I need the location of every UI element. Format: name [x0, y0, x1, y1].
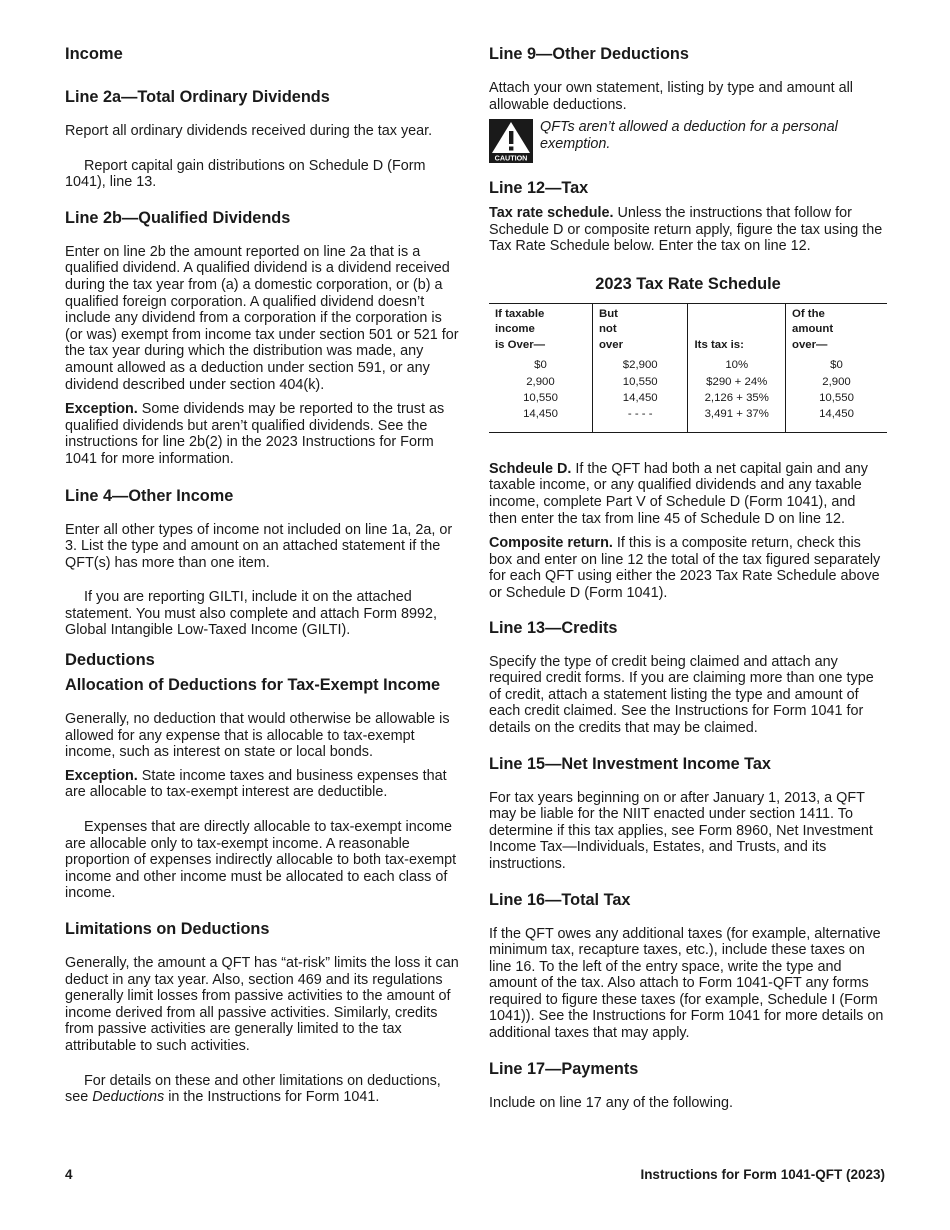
line17-heading: Line 17—Payments — [489, 1059, 639, 1078]
limitations-paragraph-1: Generally, the amount a QFT has “at-risk” limits the loss it can deduct in any tax year. Also, section 469 and its regulations generally limit losses from passive activities to the amount of income derived from all passive activities. Similarly, credits from passive activities are generally limited to the tax attributable to such activities. — [65, 955, 459, 1054]
line12-heading: Line 12—Tax — [489, 179, 589, 198]
table-cell: 14,450 — [523, 408, 558, 421]
table-cell: 14,450 — [592, 390, 688, 406]
schedule-d-label: Schdeule D. — [489, 460, 572, 477]
line2a-heading: Line 2a—Total Ordinary Dividends — [65, 88, 330, 106]
tax-rate-schedule-paragraph — [489, 205, 887, 255]
line16-heading: Line 16—Total Tax — [489, 890, 631, 909]
table-row — [489, 374, 887, 390]
table-cell: 10,550 — [523, 392, 558, 404]
table-cell: 10,550 — [592, 374, 688, 390]
right-column — [489, 44, 887, 1111]
line2b-exception — [65, 401, 463, 467]
exception-text: State income taxes and business expenses that are allocable to tax-exempt interest are deductible. — [65, 767, 447, 801]
tax-table-title: 2023 Tax Rate Schedule — [595, 274, 781, 293]
table-cell: 14,450 — [785, 406, 887, 431]
line2a-paragraph-2: Report capital gain distributions on Schedule D (Form 1041), line 13. — [65, 157, 426, 191]
composite-return-label: Composite return. — [489, 535, 613, 552]
line13-paragraph-1: Specify the type of credit being claimed and attach any required credit forms. If you are claiming more than one type of credit, attach a statement listing the type and amount of each credit claimed. See the Instructions for Form 1041 for details on the credits that may be claimed. — [489, 653, 874, 736]
line16-paragraph-1: If the QFT owes any additional taxes (for example, alternative minimum tax, recapture taxes, etc.), include these taxes on line 16. To the left of the entry space, write the type and amount of the tax. Also attach to Form 1041-QFT any forms required to figure these taxes (for example, Schedule I (Form 1041)). See the Instructions for Form 1041 for more details on additional taxes that may apply. — [489, 925, 884, 1042]
deductions-heading: Deductions — [65, 651, 155, 670]
schedule-d-text: If the QFT had both a net capital gain and any taxable income, or any qualified dividends and any taxable income, complete Part V of Schedule D (Form 1041), and then enter the tax from line 45 of Schedule D on line 12. — [489, 460, 868, 527]
table-cell: $2,900 — [592, 357, 688, 373]
header-its-tax-is: Its tax is: — [688, 304, 786, 357]
table-cell: $0 — [785, 357, 887, 373]
tax-rate-schedule-text: Unless the instructions that follow for Schedule D or composite return apply, figure the tax using the Tax Rate Schedule below. Enter the tax on line 12. — [489, 205, 883, 255]
line15-paragraph-1: For tax years beginning on or after January 1, 2013, a QFT may be liable for the NIIT enacted under section 1411. To determine if this tax applies, see Form 8960, Net Investment Income Tax—Individuals, Estates, and Trusts, and its instructions. — [489, 789, 873, 872]
header-of-amount-over: Of the amount over— — [785, 304, 887, 357]
caution-text: QFTs aren’t allowed a deduction for a personal exemption. — [540, 119, 838, 152]
schedule-d-paragraph — [489, 461, 887, 527]
table-cell: 10% — [688, 357, 786, 373]
allocation-exception — [65, 768, 463, 801]
header-but-not-over: But not over — [592, 304, 688, 357]
line2b-heading: Line 2b—Qualified Dividends — [65, 208, 291, 227]
table-row — [489, 390, 887, 406]
caution-note — [489, 119, 887, 163]
composite-return-paragraph — [489, 535, 887, 601]
line9-paragraph-1: Attach your own statement, listing by type and amount all allowable deductions. — [489, 80, 853, 113]
limitations-paragraph-2 — [65, 1073, 463, 1106]
limitations-text-italic: Deductions — [92, 1089, 165, 1106]
line17-paragraph-1: Include on line 17 any of the following. — [489, 1094, 734, 1111]
tax-table-header-row — [489, 304, 887, 357]
table-cell: $0 — [534, 359, 547, 372]
line15-heading: Line 15—Net Investment Income Tax — [489, 754, 771, 773]
income-heading: Income — [65, 45, 123, 63]
table-cell: 3,491 + 37% — [688, 406, 786, 431]
line13-heading: Line 13—Credits — [489, 618, 618, 637]
limitations-text-b: in the Instructions for Form 1041. — [164, 1089, 380, 1106]
header-income-over: If taxable income is Over— — [495, 307, 546, 351]
left-column — [65, 44, 463, 1106]
exception-label: Exception. — [65, 401, 138, 418]
line2a-paragraph-1: Report all ordinary dividends received during the tax year. — [65, 123, 433, 139]
table-cell: 2,126 + 35% — [688, 390, 786, 406]
footer-title: Instructions for Form 1041-QFT (2023) — [640, 1167, 885, 1182]
table-cell: - - - - — [592, 406, 688, 431]
page-footer — [65, 1167, 885, 1187]
tax-rate-schedule-label: Tax rate schedule. — [489, 205, 614, 222]
table-cell: $290 + 24% — [688, 374, 786, 390]
limitations-heading: Limitations on Deductions — [65, 920, 270, 938]
tax-rate-table — [489, 303, 887, 433]
table-cell: 2,900 — [526, 375, 555, 388]
caution-label: CAUTION — [494, 153, 528, 163]
line4-paragraph-1: Enter all other types of income not included on line 1a, 2a, or 3. List the type and amount on an attached statement if the QFT(s) has more than one item. — [65, 521, 453, 571]
page-number: 4 — [65, 1167, 73, 1182]
table-cell: 2,900 — [785, 374, 887, 390]
table-row — [489, 406, 887, 431]
line4-paragraph-2: If you are reporting GILTI, include it on the attached statement. You must also complete and attach Form 8992, Global Intangible Low-Taxed Income (GILTI). — [65, 589, 437, 639]
line2b-paragraph-1: Enter on line 2b the amount reported on line 2a that is a qualified dividend. A qualified dividend is a dividend received during the tax year from (a) a domestic corporation, or (b) a qualified foreign corporation. A qualified dividend doesn’t include any dividend from a corporation if the corporation is (or was) exempt from income tax under section 501 or 521 for the tax year during which the distribution was made, any amount allowed as a deduction under section 591, or any dividend described under section 404(k). — [65, 243, 459, 393]
line9-heading: Line 9—Other Deductions — [489, 45, 689, 63]
limitations-text-a: For details on these and other limitations on deductions, see — [65, 1072, 441, 1106]
allocation-heading: Allocation of Deductions for Tax-Exempt Income — [65, 676, 441, 695]
exception-label: Exception. — [65, 767, 138, 784]
composite-return-text: If this is a composite return, check this box and enter on line 12 the total of the tax figured separately for each QFT using either the 2023 Tax Rate Schedule above or Schedule D (Form 1041). — [489, 535, 881, 601]
allocation-paragraph-3: Expenses that are directly allocable to tax-exempt income are allocable only to tax-exempt income. A reasonable proportion of expenses indirectly allocable to both tax-exempt income and other income must be allocated to each class of income. — [65, 819, 457, 902]
table-row — [489, 357, 887, 373]
table-cell: 10,550 — [785, 390, 887, 406]
line4-heading: Line 4—Other Income — [65, 486, 234, 505]
caution-icon — [489, 119, 533, 163]
allocation-paragraph-1: Generally, no deduction that would otherwise be allowable is allowed for any expense that is allocable to tax-exempt income, such as interest on state or local bonds. — [65, 711, 450, 761]
exception-text: Some dividends may be reported to the trust as qualified dividends but aren’t qualified dividends. See the instructions for line 2b(2) in the 2023 Instructions for Form 1041 for more information. — [65, 401, 445, 467]
